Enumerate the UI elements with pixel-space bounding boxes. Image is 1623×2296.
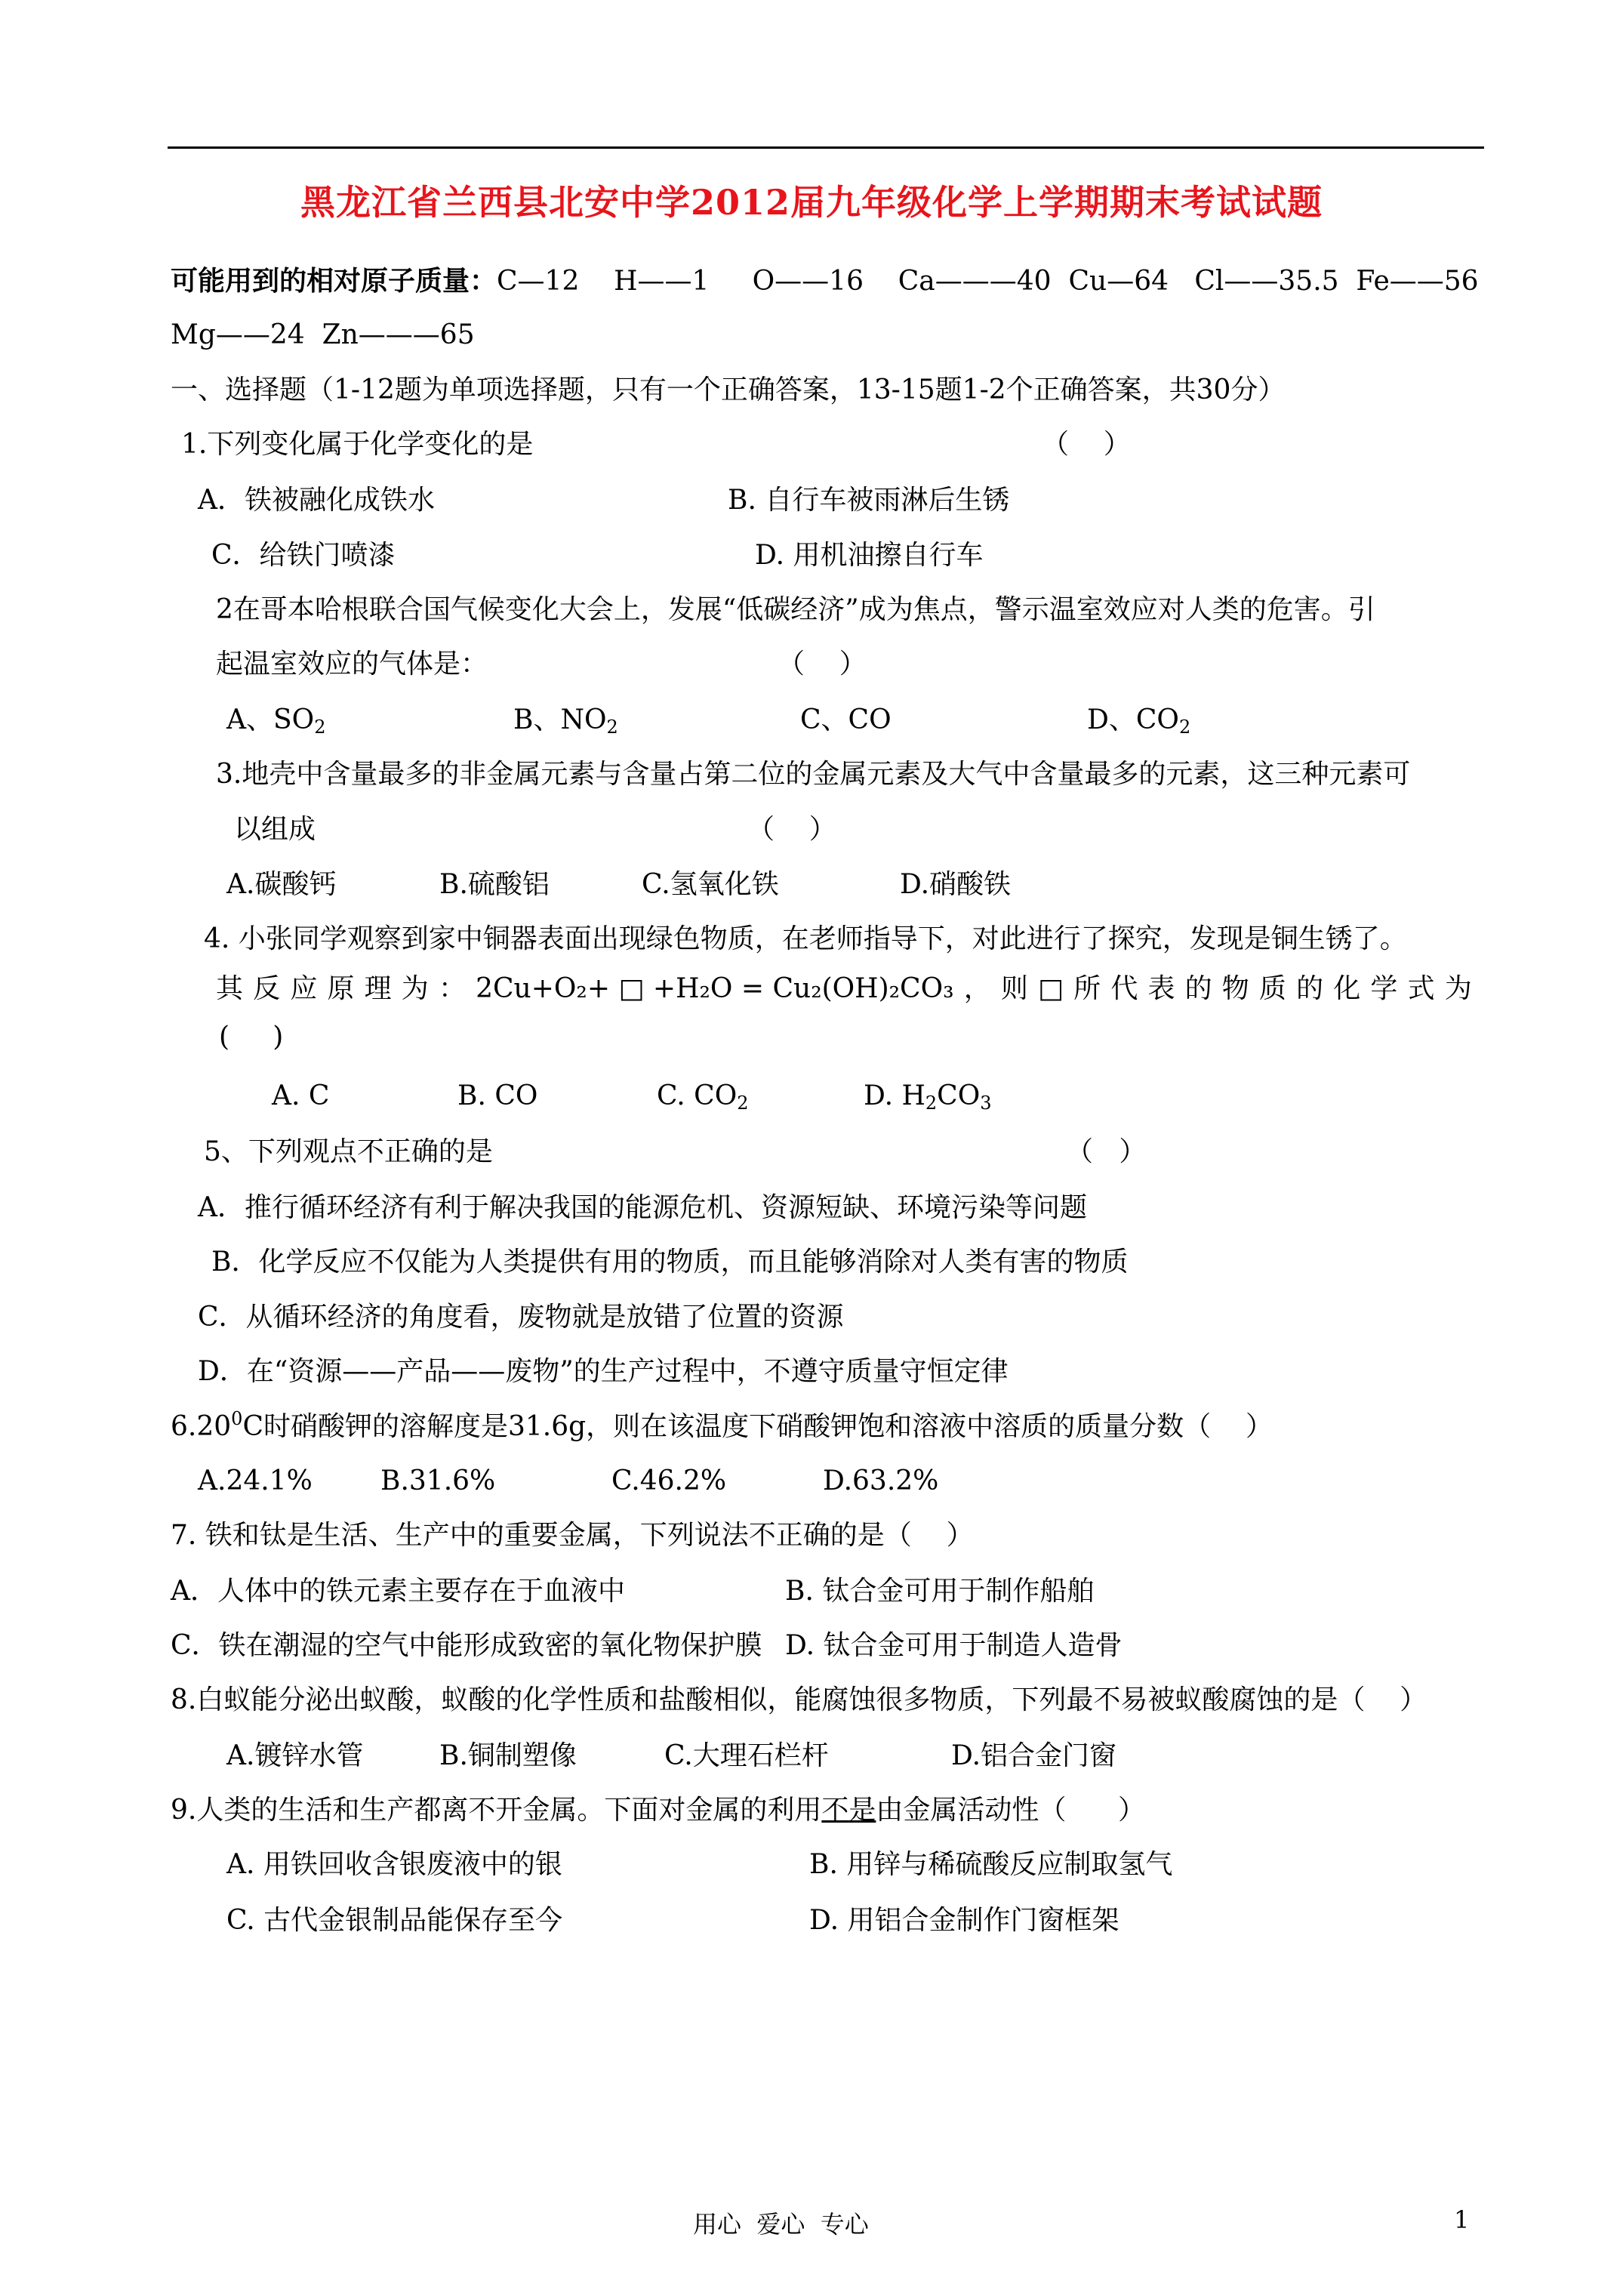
q4-line2-word: 化 — [1333, 973, 1361, 1004]
q4-line2-word: 理 — [364, 973, 392, 1004]
q4-line2-word: 代 — [1110, 973, 1138, 1004]
q9-stem-post: 由金属活动性（ ） — [876, 1795, 1146, 1826]
q8-stem: 8.白蚁能分泌出蚁酸，蚁酸的化学性质和盐酸相似，能腐蚀很多物质，下列最不易被蚁酸腐蚀的是（ ） — [171, 1684, 1427, 1715]
document-title: 黑龙江省兰西县北安中学2012届九年级化学上学期期末考试试题 — [300, 182, 1323, 223]
q1-option-c: C．给铁门喷漆 — [211, 540, 396, 571]
q4-line2-word: 的 — [1296, 973, 1324, 1004]
q2-option-c: C、CO — [800, 704, 892, 735]
q4-line2-word: 式 — [1407, 973, 1435, 1004]
q3-option-b: B.硫酸铝 — [439, 869, 550, 900]
q9-option-c: C. 古代金银制品能保存至今 — [226, 1905, 563, 1936]
atomic-mass-line-1 — [171, 264, 1479, 298]
q2-option-b — [513, 704, 618, 737]
q4-option-b: B. CO — [457, 1080, 538, 1111]
q7-option-c: C．铁在潮湿的空气中能形成致密的氧化物保护膜 — [171, 1630, 762, 1661]
q4-option-d-text: D. H — [864, 1080, 925, 1111]
q6-stem-post: C时硝酸钾的溶解度是31.6g，则在该温度下硝酸钾饱和溶液中溶质的质量分数（ ） — [242, 1411, 1273, 1442]
q4-line2-word: 的 — [1184, 973, 1212, 1004]
atomic-mass-line-2: Mg——24 Zn———65 — [171, 319, 475, 350]
q2-option-a — [226, 704, 325, 737]
q2-answer-bracket: （ ） — [778, 649, 867, 680]
q4-option-d-tail: CO — [937, 1080, 981, 1111]
header-rule — [168, 146, 1484, 149]
q4-line2-word: 学 — [1370, 973, 1398, 1004]
q2-option-d-text: D、CO — [1087, 704, 1179, 735]
q4-stem-line-1: 4. 小张同学观察到家中铜器表面出现绿色物质，在老师指导下，对此进行了探究，发现是铜生锈了。 — [204, 923, 1407, 954]
q3-option-c: C.氢氧化铁 — [642, 869, 779, 900]
q4-option-d-subscript-2: 3 — [980, 1093, 992, 1114]
section-heading: 一、选择题（1-12题为单项选择题，只有一个正确答案，13-15题1-2个正确答案，共30分） — [171, 374, 1286, 405]
q3-answer-bracket: （ ） — [747, 814, 836, 845]
q8-option-b: B.铜制塑像 — [439, 1740, 577, 1771]
q2-option-b-subscript: 2 — [606, 717, 618, 738]
q4-stem-line-2 — [216, 972, 1472, 1006]
q9-option-b: B. 用锌与稀硫酸反应制取氢气 — [809, 1849, 1173, 1880]
q6-option-d: D.63.2% — [823, 1465, 939, 1496]
q4-line2-word: 物 — [1221, 973, 1249, 1004]
q6-degree-superscript: 0 — [231, 1408, 243, 1429]
q1-option-d: D. 用机油擦自行车 — [755, 540, 984, 571]
q4-line2-word: ， — [963, 973, 991, 1004]
q4-line2-word: 为 — [1444, 973, 1472, 1004]
q4-line2-word: 应 — [290, 973, 318, 1004]
q5-answer-bracket: （ ） — [1066, 1136, 1147, 1167]
q4-line2-word: 则 — [1000, 973, 1028, 1004]
q5-option-c: C．从循环经济的角度看，废物就是放错了位置的资源 — [198, 1302, 844, 1333]
q4-line2-word: 所 — [1073, 973, 1101, 1004]
q2-option-a-subscript: 2 — [314, 717, 326, 738]
q4-option-d — [864, 1080, 992, 1113]
q5-option-a: A．推行循环经济有利于解决我国的能源危机、资源短缺、环境污染等问题 — [198, 1192, 1087, 1223]
q3-option-a: A.碳酸钙 — [226, 869, 337, 900]
page-number: 1 — [1454, 2205, 1470, 2234]
q9-stem-pre: 9.人类的生活和生产都离不开金属。下面对金属的利用 — [171, 1795, 822, 1826]
q8-option-a: A.镀锌水管 — [226, 1740, 364, 1771]
q6-option-b: B.31.6% — [380, 1465, 496, 1496]
footer-motto: 用心 爱心 专心 — [693, 2210, 869, 2239]
q4-line2-word: 为 — [401, 973, 429, 1004]
q3-option-d: D.硝酸铁 — [900, 869, 1012, 900]
q4-option-c-text: C. CO — [657, 1080, 738, 1111]
q4-line2-word: □ — [1038, 973, 1064, 1004]
q7-stem: 7. 铁和钛是生活、生产中的重要金属，下列说法不正确的是（ ） — [171, 1520, 974, 1551]
q4-answer-bracket: ( ) — [219, 1022, 284, 1052]
q5-stem: 5、下列观点不正确的是 — [204, 1136, 493, 1167]
q4-option-d-subscript-1: 2 — [925, 1093, 938, 1114]
q2-stem-line-2: 起温室效应的气体是： — [216, 649, 488, 680]
q2-option-a-text: A、SO — [226, 704, 315, 735]
q7-option-d: D. 钛合金可用于制造人造骨 — [785, 1630, 1123, 1661]
q6-stem — [171, 1410, 1273, 1444]
q3-stem-line-1: 3.地壳中含量最多的非金属元素与含量占第二位的金属元素及大气中含量最多的元素，这三种元素可 — [216, 759, 1411, 790]
q1-stem: 1.下列变化属于化学变化的是 — [181, 429, 534, 460]
atomic-mass-label: 可能用到的相对原子质量： — [171, 265, 497, 297]
q1-option-a: A．铁被融化成铁水 — [198, 485, 435, 516]
q1-option-b: B. 自行车被雨淋后生锈 — [728, 485, 1010, 516]
q9-option-a: A. 用铁回收含银废液中的银 — [226, 1849, 562, 1880]
q4-line2-word: 表 — [1147, 973, 1175, 1004]
q2-option-d-subscript: 2 — [1178, 717, 1191, 738]
q4-option-a: A. C — [272, 1080, 330, 1111]
q9-stem-underlined: 不是 — [821, 1795, 876, 1826]
q4-option-c — [657, 1080, 749, 1113]
q2-stem-line-1: 2在哥本哈根联合国气候变化大会上，发展“低碳经济”成为焦点，警示温室效应对人类的危害。引 — [216, 594, 1375, 625]
q8-option-d: D.铝合金门窗 — [951, 1740, 1117, 1771]
q7-option-b: B. 钛合金可用于制作船舶 — [785, 1576, 1095, 1607]
q3-stem-line-2: 以组成 — [234, 814, 316, 845]
q6-stem-pre: 6.20 — [171, 1411, 232, 1442]
q4-line2-word: 反 — [253, 973, 281, 1004]
q9-stem — [171, 1794, 1145, 1827]
q4-option-c-subscript: 2 — [737, 1093, 749, 1114]
atomic-mass-values-1: C—12 H——1 O——16 Ca———40 Cu—64 Cl——35.5 Fe——56 — [497, 266, 1479, 297]
q4-line2-word: 质 — [1258, 973, 1286, 1004]
q2-option-d — [1087, 704, 1190, 737]
q4-line2-word: 原 — [327, 973, 355, 1004]
q8-option-c: C.大理石栏杆 — [664, 1740, 829, 1771]
q4-line2-word: 2Cu+O₂+ □ +H₂O = Cu₂(OH)₂CO₃ — [476, 973, 954, 1004]
q5-option-d: D．在“资源——产品——废物”的生产过程中，不遵守质量守恒定律 — [198, 1356, 1009, 1387]
q7-option-a: A．人体中的铁元素主要存在于血液中 — [171, 1576, 625, 1607]
q5-option-b: B．化学反应不仅能为人类提供有用的物质，而且能够消除对人类有害的物质 — [211, 1247, 1129, 1277]
q6-option-c: C.46.2% — [611, 1465, 727, 1496]
q4-line2-word: ： — [438, 973, 466, 1004]
q4-line2-word: 其 — [216, 973, 244, 1004]
q2-option-b-text: B、NO — [513, 704, 607, 735]
q6-option-a: A.24.1% — [198, 1465, 313, 1496]
q1-answer-bracket: （ ） — [1042, 429, 1131, 460]
q9-option-d: D. 用铝合金制作门窗框架 — [809, 1905, 1119, 1936]
